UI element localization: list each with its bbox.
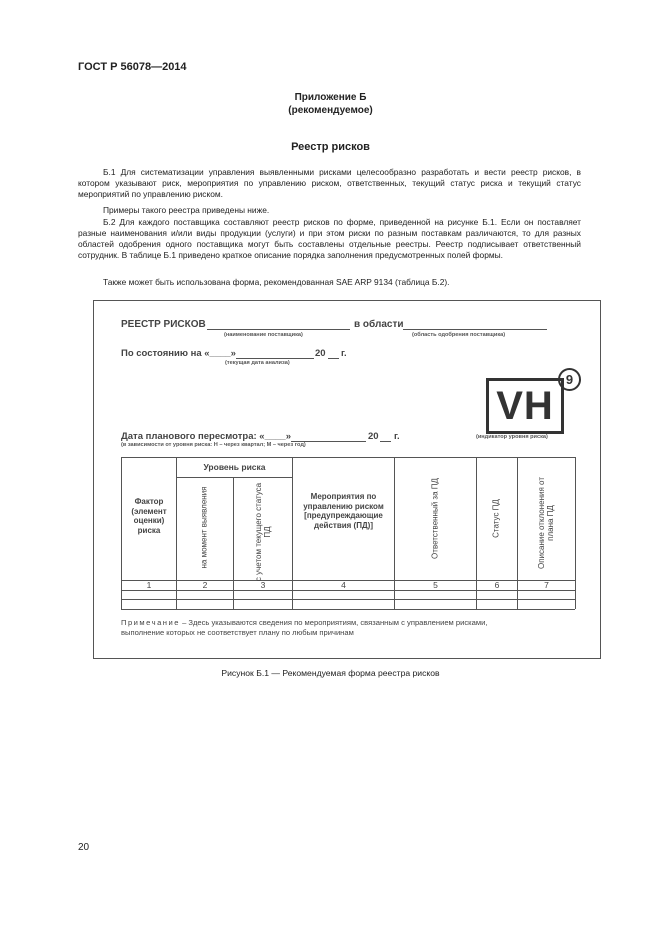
paragraph-b2-text: Б.2 Для каждого поставщика составляют реестр рисков по форме, приведенной на рисунке Б.1. Если он поставляет разные наименования и/или виды продукции (услуги) и при этом риски по разным поставкам различаются, то для разных областей одобрения одного поставщика могут быть составлены отдельные реестры. Реестр подписывает ответственный сотрудник. В таблице Б.1 приведено краткое описание порядка заполнения предусмотренных полей формы. [78, 217, 581, 260]
state-year-prefix: 20 [315, 348, 326, 359]
level-group-divider [176, 477, 292, 478]
col-measures-header: Мероприятия по управлению риском [предупреждающие действия (ПД)] [303, 492, 384, 530]
state-year-suffix: г. [341, 348, 347, 359]
indicator-hint: (индикатор уровня риска) [476, 434, 548, 440]
section-title: Реестр рисков [291, 141, 370, 153]
col-factor-header: Фактор (элемент оценки) риска [131, 497, 167, 535]
col-level-group-header: Уровень риска [203, 462, 266, 472]
col-number-2: 2 [202, 580, 208, 590]
risk-level-number: 9 [558, 368, 581, 391]
col-number-1: 1 [146, 580, 152, 590]
col-level-current-header: с учетом текущего статуса ПД [254, 482, 272, 582]
review-date-hint: (в зависимости от уровня риска: H – через квартал; M – через год) [121, 442, 306, 448]
risk-register-form [93, 300, 601, 659]
table-bottom-border [121, 609, 575, 610]
table-top-border [121, 457, 575, 458]
paragraph-b1-text: Б.1 Для систематизации управления выявленными рисками целесообразно разработать и вести реестр рисков, в котором указывают риск, мероприятия по управлению риском, ответственных, текущий статус риска и текущий статус мероприятий по управлению риском. [78, 167, 581, 199]
paragraph-b2 [78, 217, 581, 261]
state-date-label: По состоянию на «____» [121, 348, 236, 359]
risk-level-indicator: VH [486, 378, 564, 434]
col-deviation-header: Описание отклонения от плана ПД [537, 477, 555, 570]
supplier-line [207, 329, 350, 330]
area-label: в области [354, 319, 404, 330]
review-year-line [380, 441, 391, 442]
state-year-line [328, 358, 339, 359]
area-line [403, 329, 547, 330]
note-text: – Здесь указываются сведения по мероприятиям, связанным с управлением рисками, [179, 618, 488, 627]
area-hint: (область одобрения поставщика) [412, 332, 506, 338]
col-number-7: 7 [544, 580, 549, 590]
supplier-hint: (наименование поставщика) [224, 332, 303, 338]
table-number-row-border [121, 590, 575, 591]
paragraph-examples-text: Примеры такого реестра приведены ниже. [103, 205, 270, 215]
state-date-line [236, 358, 314, 359]
col-status-header: Статус ПД [491, 499, 501, 538]
page-number: 20 [78, 842, 90, 853]
appendix-title: Приложение Б [294, 92, 367, 103]
table-col-line-7 [575, 457, 576, 609]
review-year-suffix: г. [394, 431, 400, 442]
col-responsible-header: Ответственный за ПД [430, 478, 440, 559]
paragraph-b1 [78, 167, 581, 200]
review-date-label: Дата планового пересмотра: «____» [121, 431, 291, 442]
paragraph-sae-text: Также может быть использована форма, рекомендованная SAE ARP 9134 (таблица Б.2). [103, 277, 450, 287]
appendix-heading [60, 91, 601, 117]
col-level-detect-header: на момент выявления [199, 486, 209, 569]
paragraph-examples [78, 205, 581, 216]
table-row-1-border [121, 599, 575, 600]
form-note-line2: выполнение которых не соответствует плану по любым причинам [121, 628, 354, 637]
figure-caption: Рисунок Б.1 — Рекомендуемая форма реестра рисков [221, 668, 440, 678]
note-label: Примечание [121, 618, 180, 627]
document-header: ГОСТ Р 56078—2014 [78, 61, 187, 73]
form-title: РЕЕСТР РИСКОВ [121, 319, 206, 330]
paragraph-sae [78, 277, 581, 288]
col-number-4: 4 [341, 580, 346, 590]
col-number-3: 3 [260, 580, 266, 590]
appendix-subtitle: (рекомендуемое) [288, 105, 373, 116]
form-note-line1 [121, 618, 487, 627]
col-number-6: 6 [494, 580, 500, 590]
col-number-5: 5 [433, 580, 438, 590]
state-date-hint: (текущая дата анализа) [225, 360, 290, 366]
review-year-prefix: 20 [368, 431, 379, 442]
